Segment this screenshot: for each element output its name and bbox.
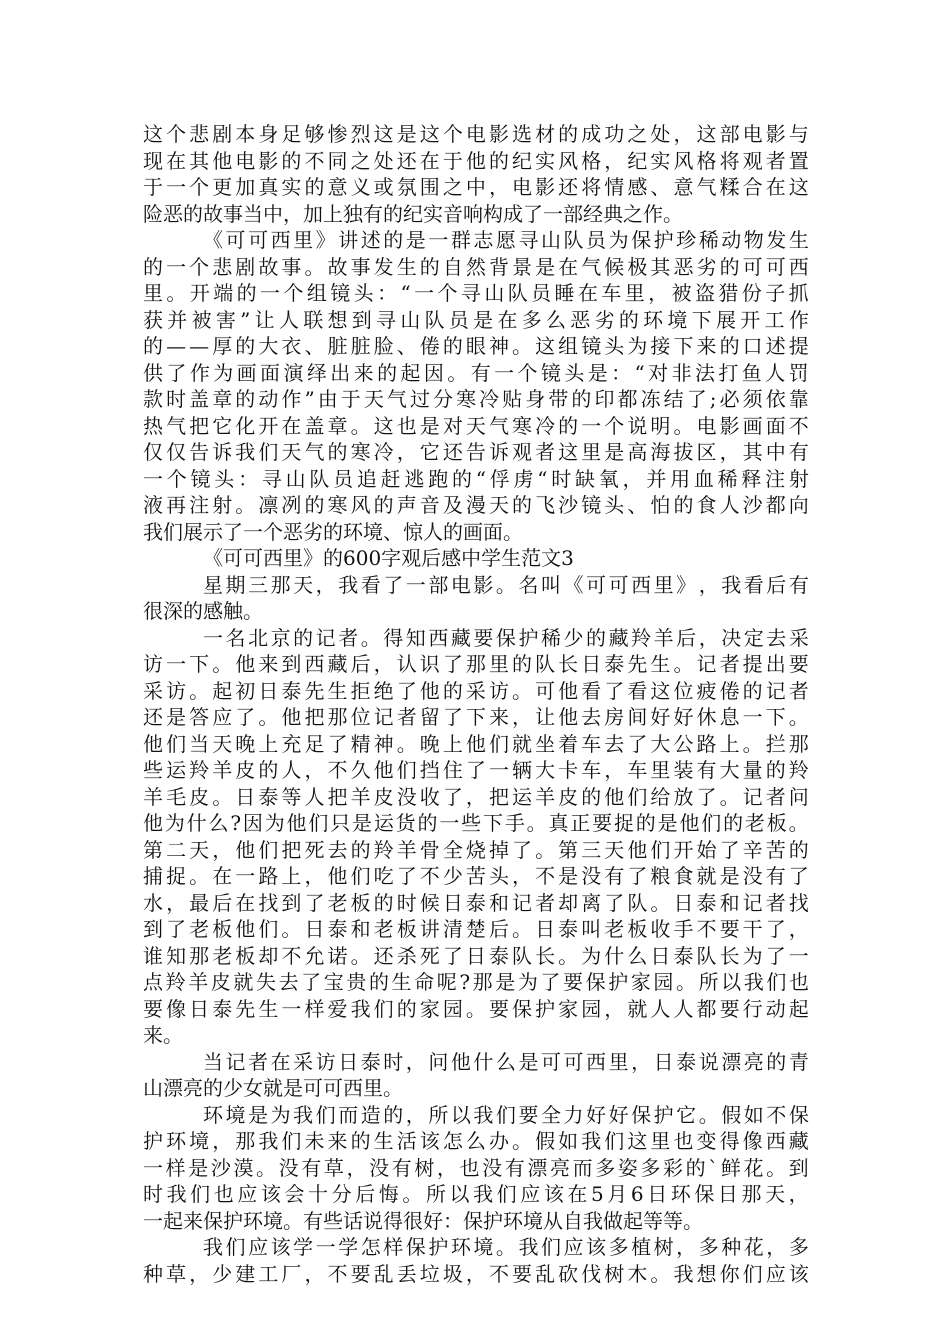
text-line: 点 羚 羊 皮 就 失 去 了 宝 贵 的 生 命 呢 ? 那 是 为 了 要 保 护 家 园 。 所 以 我 们 也 (143, 970, 809, 994)
text-line: 捕 捉 。 在 一 路 上 ， 他 们 吃 了 不 少 苦 头 ， 不 是 没 有 了 粮 食 就 是 没 有 了 (143, 864, 809, 888)
text-line: 到 了 老 板 他 们 。 日 泰 和 老 板 讲 清 楚 后 。 日 泰 叫 老 板 收 手 不 要 干 了 ， (143, 917, 809, 941)
text-line: 环 境 是 为 我 们 而 造 的 ， 所 以 我 们 要 全 力 好 好 保 护 它 。 假 如 不 保 (203, 1102, 809, 1127)
text-line: 一 个 镜 头 ： 寻 山 队 员 追 赶 逃 跑 的 “ 俘 虏 “ 时 缺 氧 ， 并 用 血 稀 释 注 射 (143, 466, 809, 491)
text-line: 水 ， 最 后 在 找 到 了 老 板 的 时 候 日 泰 和 记 者 却 离 了 队 。 日 泰 和 记 者 找 (143, 890, 809, 915)
text-line: 当 记 者 在 采 访 日 泰 时 ， 问 他 什 么 是 可 可 西 里 ， 日 泰 说 漂 亮 的 青 (203, 1049, 809, 1074)
text-line: 一 样 是 沙 漠 。 没 有 草 ， 没 有 树 ， 也 没 有 漂 亮 而 多 姿 多 彩 的 ` 鲜 花 。 到 (143, 1155, 809, 1180)
text-line: 里 。 开 端 的 一 个 组 镜 头 ： “ 一 个 寻 山 队 员 睡 在 车 里 ， 被 盗 猎 份 子 抓 (143, 281, 809, 305)
text-line: 他 为 什 么 ? 因 为 他 们 只 是 运 货 的 一 些 下 手 。 真 正 要 捉 的 是 他 们 的 老 板 。 (143, 811, 809, 835)
text-line: 险恶的故事当中，加上独有的纪实音响构成了一部经典之作。 (143, 201, 683, 226)
text-line: 一 名 北 京 的 记 者 。 得 知 西 藏 要 保 护 稀 少 的 藏 羚 羊 后 ， 决 定 去 采 (203, 625, 809, 650)
text-line: 山漂亮的少女就是可可西里。 (143, 1076, 403, 1100)
text-line: 《 可 可 西 里 》 讲 述 的 是 一 群 志 愿 寻 山 队 员 为 保 护 珍 稀 动 物 发 生 (203, 228, 809, 252)
text-line: 获 并 被 害 ” 让 人 联 想 到 寻 山 队 员 是 在 多 么 恶 劣 的 环 境 下 展 开 工 作 (143, 307, 809, 332)
text-line: 访 一 下 。 他 来 到 西 藏 后 ， 认 识 了 那 里 的 队 长 日 泰 先 生 。 记 者 提 出 要 (143, 652, 809, 676)
document-body (143, 121, 809, 1287)
text-line: 款 时 盖 章 的 动 作 ” 由 于 天 气 过 分 寒 冷 贴 身 带 的 印 都 冻 结 了 ; 必 须 依 靠 (143, 387, 809, 411)
text-line: 采 访 。 起 初 日 泰 先 生 拒 绝 了 他 的 采 访 。 可 他 看 了 看 这 位 疲 倦 的 记 者 (143, 678, 809, 703)
text-line: 星 期 三 那 天 ， 我 看 了 一 部 电 影 。 名 叫 《 可 可 西 里 》 ， 我 看 后 有 (203, 572, 809, 597)
text-line: 很深的感触。 (143, 599, 263, 623)
text-line: 现 在 其 他 电 影 的 不 同 之 处 还 在 于 他 的 纪 实 风 格 ， 纪 实 风 格 将 观 者 置 (143, 148, 809, 173)
text-line: 一起来保护环境。有些话说得很好：保护环境从自我做起等等。 (143, 1208, 703, 1233)
text-line: 他 们 当 天 晚 上 充 足 了 精 神 。 晚 上 他 们 就 坐 着 车 去 了 大 公 路 上 。 拦 那 (143, 731, 809, 756)
text-line: 些 运 羚 羊 皮 的 人 ， 不 久 他 们 挡 住 了 一 辆 大 卡 车 ， 车 里 装 有 大 量 的 羚 (143, 758, 809, 782)
text-line: 我 们 应 该 学 一 学 怎 样 保 护 环 境 。 我 们 应 该 多 植 树 ， 多 种 花 ， 多 (203, 1235, 809, 1259)
text-line: 热 气 把 它 化 开 在 盖 章 。 这 也 是 对 天 气 寒 冷 的 一 个 说 明 。 电 影 画 面 不 (143, 413, 809, 438)
text-line: 的 一 个 悲 剧 故 事 。 故 事 发 生 的 自 然 背 景 是 在 气 候 极 其 恶 劣 的 可 可 西 (143, 254, 809, 279)
text-line: 还 是 答 应 了 。 他 把 那 位 记 者 留 了 下 来 ， 让 他 去 房 间 好 好 休 息 一 下 。 (143, 705, 809, 729)
text-line: 液 再 注 射 。 凛 冽 的 寒 风 的 声 音 及 漫 天 的 飞 沙 镜 头 、 怕 的 食 人 沙 都 向 (143, 493, 809, 517)
text-line: 谁 知 那 老 板 却 不 允 诺 。 还 杀 死 了 日 泰 队 长 。 为 什 么 日 泰 队 长 为 了 一 (143, 943, 809, 968)
text-line: 于 一 个 更 加 真 实 的 意 义 或 氛 围 之 中 ， 电 影 还 将 情 感 、 意 气 糅 合 在 这 (143, 175, 809, 199)
text-line: 这 个 悲 剧 本 身 足 够 惨 烈 这 是 这 个 电 影 选 材 的 成 功 之 处 ， 这 部 电 影 与 (143, 122, 809, 146)
text-line: 羊 毛 皮 。 日 泰 等 人 把 羊 皮 没 收 了 ， 把 运 羊 皮 的 他 们 给 放 了 。 记 者 问 (143, 784, 809, 809)
text-line: 种 草 ， 少 建 工 厂 ， 不 要 乱 丢 垃 圾 ， 不 要 乱 砍 伐 树 木 。 我 想 你 们 应 该 (143, 1261, 809, 1286)
text-line: 仅 仅 告 诉 我 们 天 气 的 寒 冷 ， 它 还 告 诉 观 者 这 里 是 高 海 拔 区 ， 其 中 有 (143, 440, 809, 464)
text-line: 的 — — 厚 的 大 衣 、 脏 脏 脸 、 倦 的 眼 神 。 这 组 镜 头 为 接 下 来 的 口 述 提 (143, 334, 809, 358)
text-line: 第 二 天 ， 他 们 把 死 去 的 羚 羊 骨 全 烧 掉 了 。 第 三 天 他 们 开 始 了 辛 苦 的 (143, 837, 809, 862)
text-line: 供 了 作 为 画 面 演 绎 出 来 的 起 因 。 有 一 个 镜 头 是 ： “ 对 非 法 打 鱼 人 罚 (143, 360, 809, 385)
text-line: 来。 (143, 1023, 183, 1047)
text-line: 要 像 日 泰 先 生 一 样 爱 我 们 的 家 园 。 要 保 护 家 园 ， 就 人 人 都 要 行 动 起 (143, 996, 809, 1021)
text-line: 我们展示了一个恶劣的环境、惊人的画面。 (143, 519, 523, 544)
text-line: 护 环 境 ， 那 我 们 未 来 的 生 活 该 怎 么 办 。 假 如 我 们 这 里 也 变 得 像 西 藏 (143, 1129, 809, 1153)
text-line: 《可可西里》的600字观后感中学生范文3 (203, 546, 574, 570)
text-line: 时 我 们 也 应 该 会 十 分 后 悔 。 所 以 我 们 应 该 在 5 月 6 日 环 保 日 那 天 ， (143, 1182, 809, 1206)
